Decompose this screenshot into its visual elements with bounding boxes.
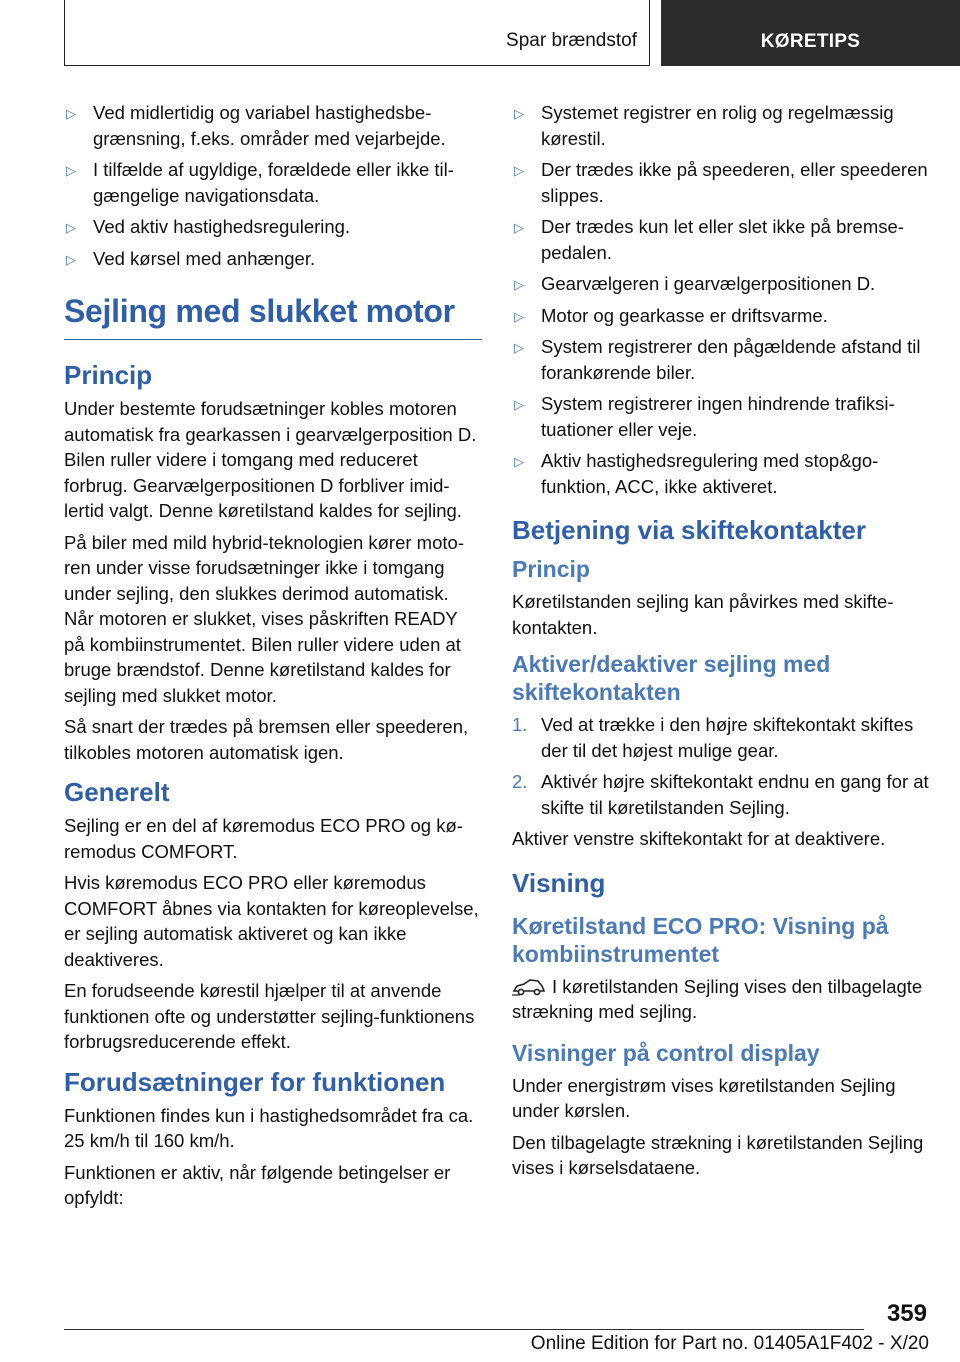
list-item: ▷ Aktiv hastighedsregulering med stop&go-funktion, ACC, ikke aktiveret. (514, 450, 879, 497)
triangle-bullet-icon: ▷ (66, 251, 76, 267)
right-column (512, 100, 930, 1187)
subheading-eco-pro: Køretilstand ECO PRO: Visning på kombiinstrumentet (512, 912, 889, 967)
footer-edition: Online Edition for Part no. 01405A1F402 - X/20 (530, 1333, 929, 1354)
coasting-car-icon (512, 978, 546, 996)
list-item: ▷ Ved kørsel med anhænger. (64, 246, 482, 272)
header-section-box (64, 0, 650, 66)
section-heading-princip: Princip (64, 360, 153, 390)
list-item: ▷ Ved midlertidig og variabel hastighedsbegrænsning, f.eks. områder med vejarbejde. (66, 102, 446, 149)
section-heading-visning: Visning (512, 867, 606, 898)
paragraph: I køretilstanden Sejling vises den tilbagelagte strækning med sejling. (512, 975, 923, 1022)
list-item: ▷ Systemet registrer en rolig og regelmæssig kørestil. (514, 102, 894, 149)
chapter-heading: Sejling med slukket motor (64, 293, 482, 340)
page-number: 359 (886, 1300, 927, 1327)
triangle-bullet-icon: ▷ (514, 163, 524, 178)
subheading-control-display: Visninger på control display (512, 1039, 820, 1066)
list-item: ▷ I tilfælde af ugyldige, forældede eller ikke tilgængelige navigationsdata. (66, 159, 454, 206)
triangle-bullet-icon: ▷ (514, 106, 524, 121)
list-item: ▷ Der trædes kun let eller slet ikke på bremsepedalen. (514, 216, 904, 263)
paragraph: Køretilstanden sejling kan påvirkes med skiftekontakten. (512, 591, 894, 638)
left-column (64, 100, 482, 1217)
header-chapter-tab[interactable] (661, 0, 960, 66)
triangle-bullet-icon: ▷ (514, 340, 524, 355)
triangle-bullet-icon: ▷ (514, 454, 524, 469)
section-heading-generelt: Generelt (64, 777, 170, 807)
header-chapter-title: KØRETIPS (760, 31, 861, 52)
section-heading-betjening: Betjening via skiftekontakter (512, 515, 866, 545)
paragraph: Så snart der trædes på bremsen eller speederen, tilkobles motoren automatisk igen. (64, 716, 469, 763)
list-item: ▷ Motor og gearkasse er driftsvarme. (512, 303, 930, 329)
list-item: ▷ System registrerer ingen hindrende trafiksituationer eller veje. (514, 393, 895, 440)
footer-rule (64, 1329, 864, 1330)
paragraph: Under energistrøm vises køretilstanden Sejling under kørslen. (512, 1074, 896, 1121)
paragraph: Funktionen findes kun i hastighedsområdet fra ca. 25 km/h til 160 km/h. (64, 1104, 474, 1151)
list-item: ▷ Gearvælgeren i gearvælgerpositionen D. (512, 271, 930, 297)
subheading-aktiver: Aktiver/deaktiver sejling med skiftekontakten (512, 651, 831, 705)
section-heading-forudsaetninger: Forudsætninger for funktionen (64, 1066, 446, 1097)
paragraph: Sejling er en del af køremodus ECO PRO og køremodus COMFORT. (64, 815, 463, 862)
triangle-bullet-icon: ▷ (66, 163, 76, 178)
paragraph: På biler med mild hybrid-teknologien kører motoren under visse forudsætninger ikke i tomgang under sejling, den slukkes derimod automatisk. Når motoren er slukket, vises påskriften READY på kombiinstrumentet. Bilen ruller videre uden at bruge brændstof. Denne køretilstand kaldes for sejling med slukket motor. (64, 531, 464, 706)
numbered-step: 2. Aktivér højre skiftekontakt endnu en gang for at skifte til køretilstanden Sejling. (512, 771, 929, 818)
page-header (0, 0, 960, 66)
list-item: ▷ Der trædes ikke på speederen, eller speederen slippes. (514, 159, 928, 206)
numbered-step: 1. Ved at trække i den højre skiftekontakt skiftes der til det højest mulige gear. (512, 714, 914, 761)
triangle-bullet-icon: ▷ (514, 308, 524, 324)
list-item: ▷ Ved aktiv hastighedsregulering. (64, 214, 482, 240)
paragraph: En forudseende kørestil hjælper til at anvende funktionen ofte og understøtter sejling-funktionens forbrugsreducerende effekt. (64, 980, 475, 1052)
triangle-bullet-icon: ▷ (514, 397, 524, 412)
paragraph: Aktiver venstre skiftekontakt for at deaktivere. (512, 828, 886, 849)
paragraph: Den tilbagelagte strækning i køretilstanden Sejling vises i kørselsdataene. (512, 1131, 924, 1178)
paragraph: Hvis køremodus ECO PRO eller køremodus COMFORT åbnes via kontakten for køreoplevelse, er sejling automatisk aktiveret og kan ikke deaktiveres. (64, 872, 479, 970)
list-item: ▷ System registrerer den pågældende afstand til forankørende biler. (514, 336, 921, 383)
triangle-bullet-icon: ▷ (514, 277, 524, 292)
triangle-bullet-icon: ▷ (66, 106, 76, 121)
header-section-title: Spar brændstof (506, 30, 637, 51)
triangle-bullet-icon: ▷ (66, 220, 76, 235)
subheading-princip: Princip (512, 556, 590, 582)
paragraph: Funktionen er aktiv, når følgende betingelser er opfyldt: (64, 1161, 451, 1208)
triangle-bullet-icon: ▷ (514, 220, 524, 235)
paragraph: Under bestemte forudsætninger kobles motoren automatisk fra gearkassen i gearvælgerposition D. Bilen ruller videre i tomgang med reduceret forbrug. Gearvælgerpositionen D forbliver imidlertid valgt. Denne køretilstand kaldes for sejling. (64, 398, 477, 521)
